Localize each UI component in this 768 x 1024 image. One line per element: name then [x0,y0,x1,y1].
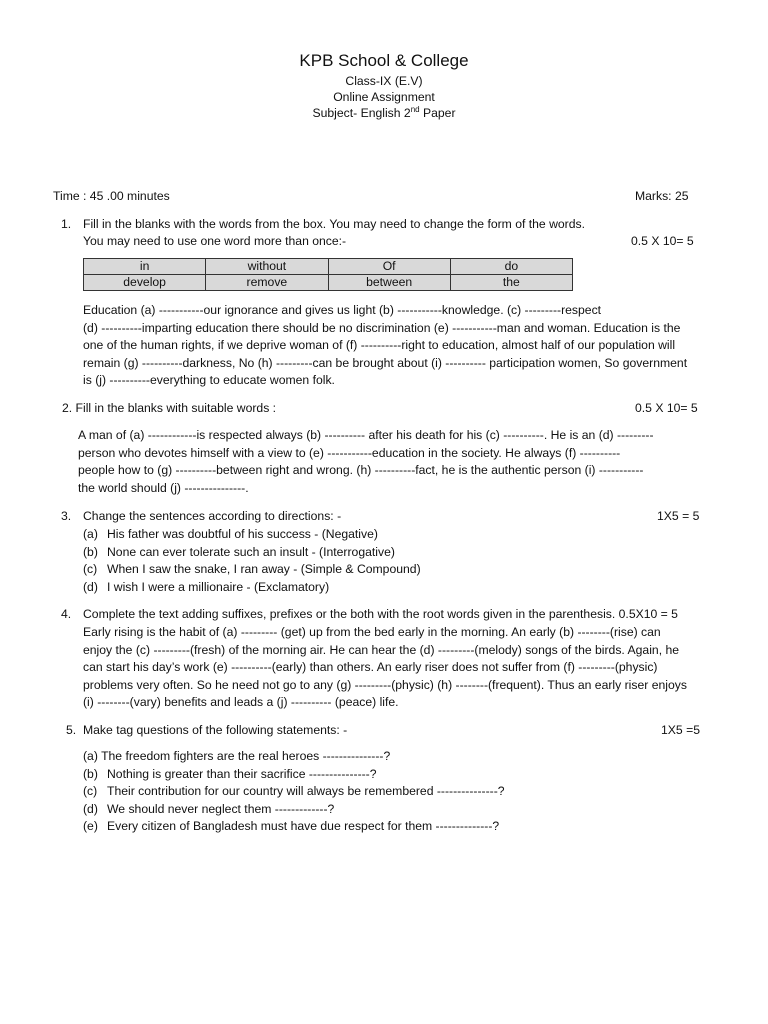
q2-marks: 0.5 X 10= 5 [635,401,698,415]
q3-number: 3. [61,509,72,523]
q4-passage-line: enjoy the (c) ---------(fresh) of the morning air. He can hear the (d) ---------(melody) songs of the birds. Again, he [83,642,680,657]
q3-marks: 1X5 = 5 [657,509,700,523]
q5-item [83,783,505,801]
q2-heading: 2. Fill in the blanks with suitable words : [62,401,277,415]
q1-number: 1. [61,217,72,231]
item-label: (a) [83,527,98,541]
item-text: The freedom fighters are the real heroes ---------------? [101,749,391,763]
time-label: Time : 45 .00 minutes [53,189,170,203]
item-text: We should never neglect them -------------? [107,801,335,816]
q2-passage [78,427,654,497]
q3-items [83,526,421,596]
item-label: (d) [83,801,98,816]
item-text: I wish I were a millionaire - (Exclamatory) [107,579,330,594]
item-label: (d) [83,579,98,594]
q1-passage-line: (d) ----------imparting education there should be no discrimination (e) -----------man and woman. Education is the [83,320,681,335]
q5-item [83,818,505,836]
q4-number: 4. [61,607,72,621]
item-text: When I saw the snake, I ran away - (Simple & Compound) [107,562,421,577]
q4-passage-line: (i) --------(vary) benefits and leads a (j) ---------- (peace) life. [83,695,399,710]
q1-passage-line: remain (g) ----------darkness, No (h) ---------can be brought about (i) ---------- participation women, So government [83,355,688,370]
item-text: Every citizen of Bangladesh must have due respect for them --------------? [107,819,500,834]
q1-passage-line: is (j) ----------everything to educate women folk. [83,373,335,388]
word-cell: without [206,259,328,275]
q5-item [83,801,505,819]
item-label: (b) [83,544,98,559]
item-text: His father was doubtful of his success - (Negative) [107,527,378,541]
total-marks: Marks: 25 [635,189,689,203]
word-cell: the [450,275,572,291]
item-label: (c) [83,784,98,799]
q1-instruction-2: You may need to use one word more than once:- [83,234,347,248]
item-label: (e) [83,819,98,834]
q5-number: 5. [66,723,77,737]
class-line: Class-IX (E.V) [345,74,423,88]
q4-heading: Complete the text adding suffixes, prefixes or the both with the root words given in the parenthesis. 0.5X10 = 5 [83,607,678,621]
q1-instruction-1: Fill in the blanks with the words from the box. You may need to change the form of the words. [83,217,585,231]
q3-heading: Change the sentences according to directions: - [83,509,342,523]
q2-passage-line: person who devotes himself with a view to (e) -----------education in the society. He always (f) ---------- [78,445,621,460]
q3-item [83,526,421,544]
assignment-line: Online Assignment [333,90,435,104]
item-text: Their contribution for our country will always be remembered ---------------? [107,784,505,799]
q3-item [83,544,421,562]
word-box-row [84,275,573,291]
item-label: (b) [83,766,98,781]
q5-heading: Make tag questions of the following statements: - [83,723,348,737]
q4-passage [83,624,687,712]
q1-passage [83,302,687,390]
q4-passage-line: problems very often. So he need not go to any (g) ---------(physic) (h) --------(frequent). Thus an early riser enjoys [83,677,687,692]
q4-passage-line: Early rising is the habit of (a) --------- (get) up from the bed early in the morning. An early (b) --------(rise) can [83,625,661,639]
q3-item [83,561,421,579]
subject-suffix: Paper [419,106,456,120]
word-box [83,258,573,291]
word-cell: remove [206,275,328,291]
word-cell: do [450,259,572,275]
q2-passage-line: the world should (j) ---------------. [78,480,249,495]
item-label: (c) [83,562,98,577]
subject-prefix: Subject- English 2 [312,106,411,120]
subject-line [0,105,768,122]
q5-item [83,748,505,766]
q1-passage-line: Education (a) -----------our ignorance and gives us light (b) -----------knowledge. (c) ---------respect [83,303,602,317]
q2-passage-line: people how to (g) ----------between right and wrong. (h) ----------fact, he is the authentic person (i) ----------- [78,463,644,478]
q5-item [83,766,505,784]
word-cell: Of [328,259,450,275]
q3-item [83,579,421,597]
q5-marks: 1X5 =5 [661,723,700,737]
q1-marks: 0.5 X 10= 5 [631,234,694,248]
q2-passage-line: A man of (a) ------------is respected always (b) ---------- after his death for his (c) ----------. He is an (d) --------- [78,428,654,442]
item-label: (a) [83,749,98,763]
word-cell: between [328,275,450,291]
item-text: Nothing is greater than their sacrifice ---------------? [107,766,377,781]
subject-superscript: nd [410,104,420,114]
q5-items [83,748,505,836]
word-cell: in [84,259,206,275]
school-name: KPB School & College [299,51,469,70]
word-cell: develop [84,275,206,291]
word-box-row [84,259,573,275]
item-text: None can ever tolerate such an insult - (Interrogative) [107,544,395,559]
q1-passage-line: one of the human rights, if we deprive woman of (f) ----------right to education, almost half of our population will [83,338,676,353]
q4-passage-line: can start his day’s work (e) ----------(early) than others. An early riser does not suffer from (f) ---------(physic) [83,660,658,675]
